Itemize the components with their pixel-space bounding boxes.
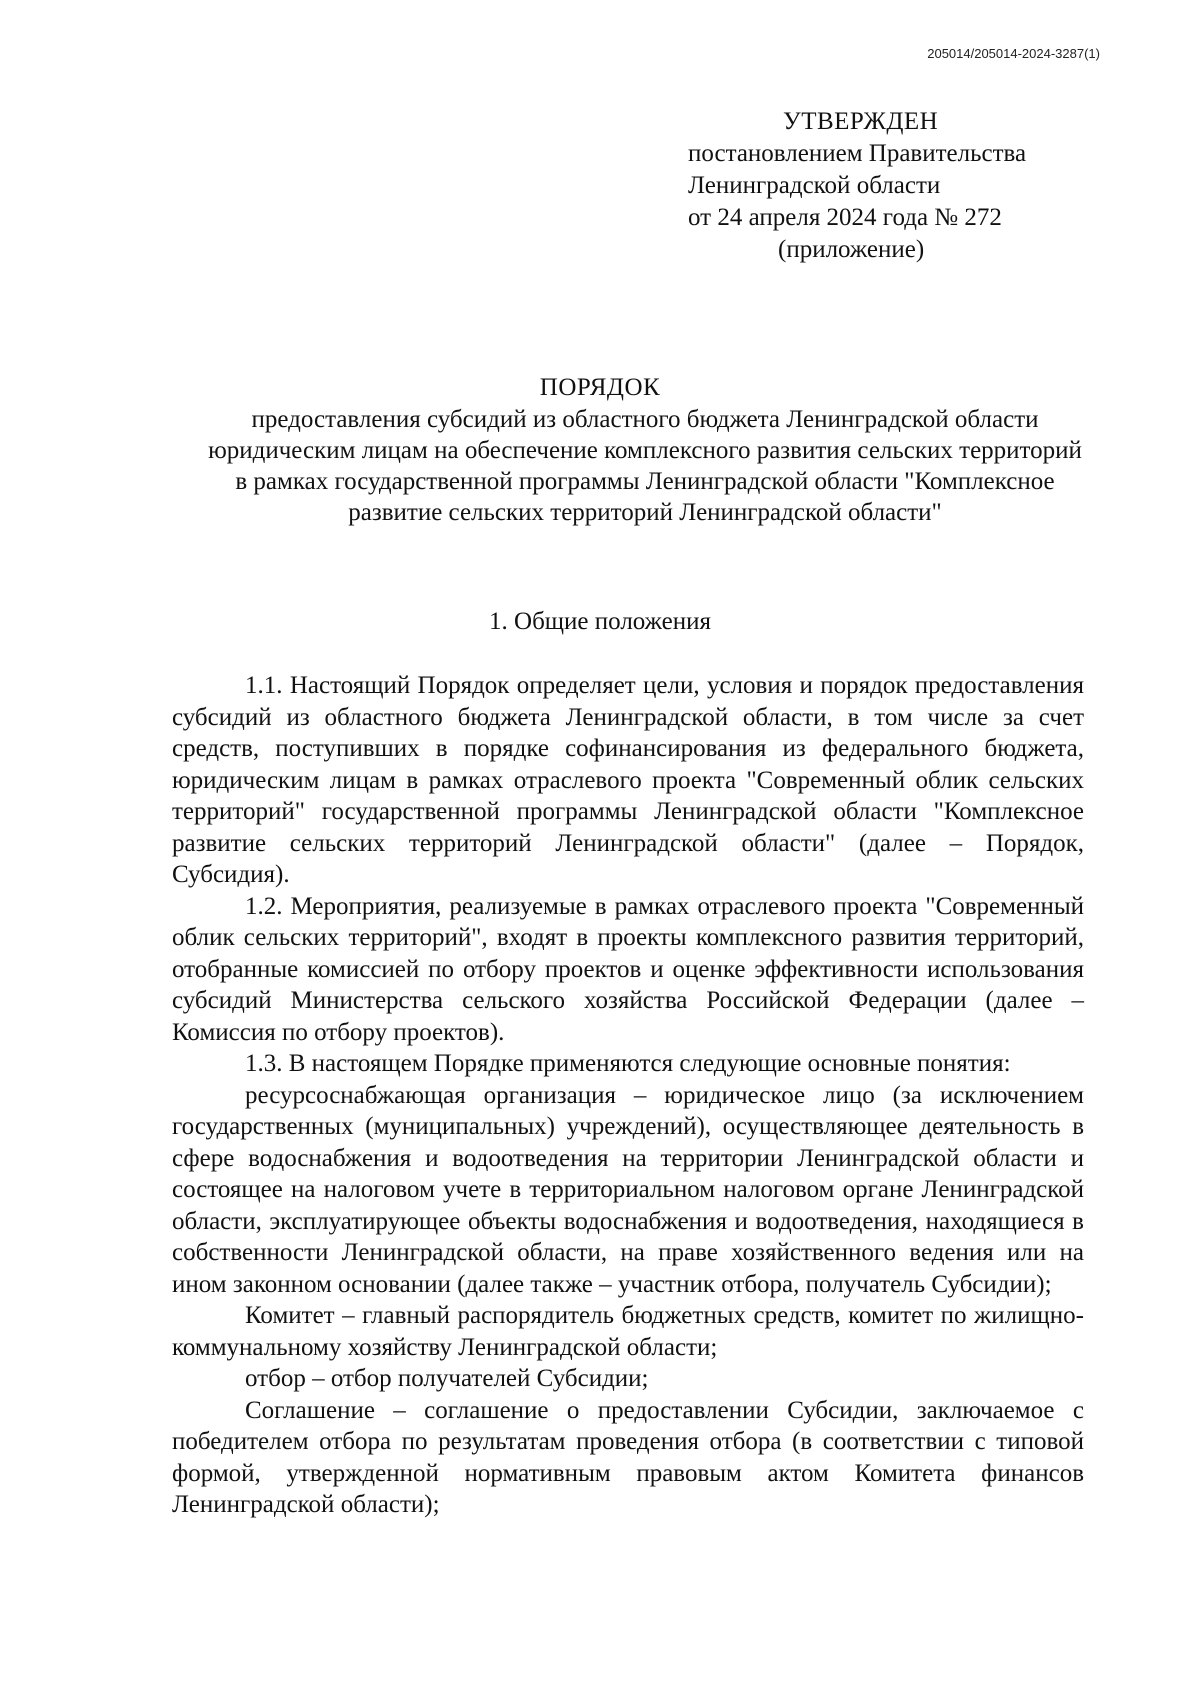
paragraph: ресурсоснабжающая организация – юридическое лицо (за исключением государственных (муниципальных) учреждений), осуществляющее деятельность в сфере водоснабжения и водоотведения на территории Ленинградской области и состоящее на налоговом учете в территориальном налоговом органе Ленинградской области, эксплуатирующее объекты водоснабжения и водоотведения, находящиеся в собственности Ленинградской области, на праве хозяйственного ведения или на ином законном основании (далее также – участник отбора, получатель Субсидии); <box>172 1081 1084 1298</box>
paragraph: отбор – отбор получателей Субсидии; <box>245 1365 649 1392</box>
paragraph: Комитет – главный распорядитель бюджетных средств, комитет по жилищно-коммунальному хозяйству Ленинградской области; <box>172 1302 1084 1361</box>
document-id: 205014/205014-2024-3287(1) <box>927 46 1100 61</box>
approval-stamp <box>688 106 1108 266</box>
paragraph: Соглашение – соглашение о предоставлении Субсидии, заключаемое с победителем отбора по результатам проведения отбора (в соответствии с типовой формой, утвержденной нормативным правовым актом Комитета финансов Ленинградской области); <box>172 1396 1084 1518</box>
paragraph: 1.1. Настоящий Порядок определяет цели, условия и порядок предоставления субсидий из областного бюджета Ленинградской области, в том числе за счет средств, поступивших в порядке софинансирования из федерального бюджета, юридическим лицам в рамках отраслевого проекта "Современный облик сельских территорий" государственной программы Ленинградской области "Комплексное развитие сельских территорий Ленинградской области" (далее – Порядок, Субсидия). <box>172 672 1084 888</box>
document-title: ПОРЯДОК <box>539 374 661 401</box>
document-body <box>172 670 1084 1521</box>
paragraph: 1.2. Мероприятия, реализуемые в рамках отраслевого проекта "Современный облик сельских территорий", входят в проекты комплексного развития территорий, отобранные комиссией по отбору проектов и оценке эффективности использования субсидий Министерства сельского хозяйства Российской Федерации (далее – Комиссия по отбору проектов). <box>172 892 1084 1046</box>
section-heading: 1. Общие положения <box>489 608 711 635</box>
paragraph: 1.3. В настоящем Порядке применяются следующие основные понятия: <box>245 1050 1011 1077</box>
approval-title: УТВЕРЖДЕН <box>783 108 939 135</box>
approval-line: от 24 апреля 2024 года № 272 <box>688 204 1002 231</box>
approval-line: постановлением Правительства <box>688 140 1027 167</box>
approval-line: Ленинградской области <box>688 172 941 199</box>
approval-line: (приложение) <box>778 236 925 263</box>
document-subtitle: предоставления субсидий из областного бюджета Ленинградской области юридическим лицам на обеспечение комплексного развития сельских территорий в рамках государственной программы Ленинградской области "Комплексное развитие сельских территорий Ленинградской области" <box>208 406 1082 526</box>
